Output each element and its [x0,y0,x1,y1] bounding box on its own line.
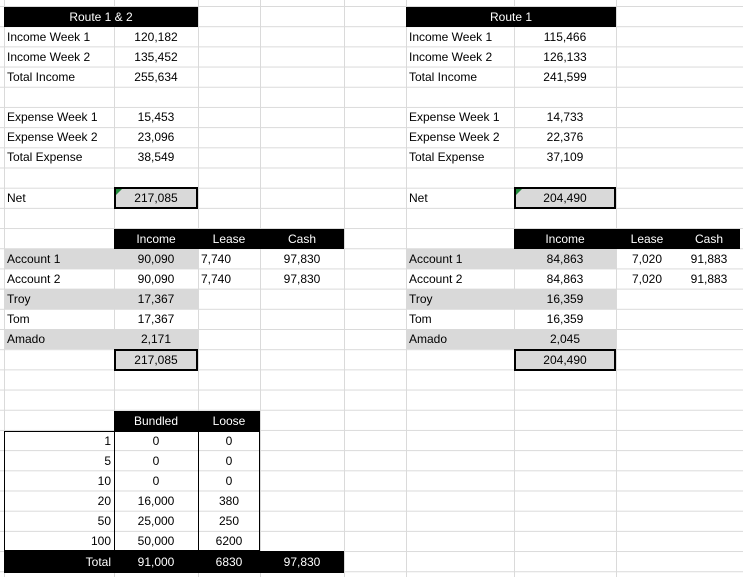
denoms-loose-header[interactable]: Loose [198,411,260,431]
route1-total-expense-value[interactable]: 37,109 [546,150,584,164]
route1-net-value[interactable]: 204,490 [514,187,616,209]
route12-amado-label[interactable]: Amado [4,329,114,349]
route1-expense-week2-label[interactable]: Expense Week 2 [409,130,500,144]
route12-troy-income[interactable]: 17,367 [114,289,198,309]
route1-title[interactable]: Route 1 [406,7,616,27]
route12-income-week2-label[interactable]: Income Week 2 [7,50,91,64]
route1-account2-cash[interactable]: 91,883 [690,272,728,286]
route1-tom-label[interactable]: Tom [409,312,432,326]
route1-income-week1-value[interactable]: 115,466 [543,30,587,44]
denoms-row-20-loose[interactable]: 380 [218,494,240,508]
route12-account2-label[interactable]: Account 2 [7,272,61,286]
route12-account2-income[interactable]: 90,090 [137,272,175,286]
route12-income-week1-label[interactable]: Income Week 1 [7,30,91,44]
denoms-row-10-bundled[interactable]: 0 [152,474,160,488]
route12-title[interactable]: Route 1 & 2 [4,7,198,27]
route12-account1-lease[interactable]: 7,740 [201,252,232,266]
route1-account2-income[interactable]: 84,863 [546,272,584,286]
route12-tom-label[interactable]: Tom [7,312,30,326]
route1-tom-income[interactable]: 16,359 [546,312,584,326]
route12-expense-week2-value[interactable]: 23,096 [137,130,175,144]
denoms-row-5-denom[interactable]: 5 [104,454,111,468]
route1-account1-lease[interactable]: 7,020 [631,252,663,266]
denoms-row-100-loose[interactable]: 6200 [215,534,243,548]
denoms-row-50-denom[interactable]: 50 [97,514,111,528]
route1-amado-income[interactable]: 2,045 [514,329,616,349]
route12-lease-header[interactable]: Lease [198,229,260,249]
route12-account2-cash[interactable]: 97,830 [283,272,321,286]
route12-dist-total[interactable]: 217,085 [114,349,198,371]
denoms-row-50-bundled[interactable]: 25,000 [137,514,175,528]
route12-income-header[interactable]: Income [114,229,198,249]
denoms-total-cash[interactable]: 97,830 [260,551,344,573]
route12-expense-week1-label[interactable]: Expense Week 1 [7,110,98,124]
route12-net-label[interactable]: Net [7,191,26,205]
denoms-row-1-bundled[interactable]: 0 [152,434,160,448]
route1-income-week2-label[interactable]: Income Week 2 [409,50,493,64]
route1-total-expense-label[interactable]: Total Expense [409,150,485,164]
route12-net-value[interactable]: 217,085 [114,187,198,209]
route1-troy-income[interactable]: 16,359 [514,289,616,309]
route12-total-expense-value[interactable]: 38,549 [137,150,175,164]
denoms-row-1-denom[interactable]: 1 [104,434,111,448]
denoms-row-100-bundled[interactable]: 50,000 [137,534,175,548]
route1-total-income-label[interactable]: Total Income [409,70,478,84]
route12-income-week1-value[interactable]: 120,182 [134,30,178,44]
denoms-row-20-bundled[interactable]: 16,000 [137,494,175,508]
denoms-row-5-loose[interactable]: 0 [225,454,233,468]
route1-income-header[interactable]: Income [514,229,616,249]
route1-lease-header[interactable]: Lease [616,229,678,249]
denoms-bundled-header[interactable]: Bundled [114,411,198,431]
denoms-row-10-loose[interactable]: 0 [225,474,233,488]
denoms-row-100-denom[interactable]: 100 [90,534,111,548]
route12-account1-cash[interactable]: 97,830 [283,252,321,266]
route1-account2-lease[interactable]: 7,020 [631,272,663,286]
route1-dist-total[interactable]: 204,490 [514,349,616,371]
route12-account1-income[interactable]: 90,090 [114,249,198,269]
denoms-row-20-denom[interactable]: 20 [97,494,111,508]
route12-account2-lease[interactable]: 7,740 [201,272,232,286]
route1-net-label[interactable]: Net [409,191,428,205]
route12-cash-header[interactable]: Cash [260,229,344,249]
route1-expense-week1-label[interactable]: Expense Week 1 [409,110,500,124]
route1-expense-week2-value[interactable]: 22,376 [546,130,584,144]
denoms-row-5-bundled[interactable]: 0 [152,454,160,468]
route12-total-expense-label[interactable]: Total Expense [7,150,83,164]
route12-tom-income[interactable]: 17,367 [137,312,175,326]
denoms-total-loose[interactable]: 6830 [198,551,260,573]
route1-total-income-value[interactable]: 241,599 [543,70,587,84]
route1-cash-header[interactable]: Cash [678,229,740,249]
route12-total-income-value[interactable]: 255,634 [134,70,178,84]
route12-income-week2-value[interactable]: 135,452 [134,50,178,64]
route12-expense-week2-label[interactable]: Expense Week 2 [7,130,98,144]
route1-amado-label[interactable]: Amado [406,329,514,349]
denoms-total-bundled[interactable]: 91,000 [114,551,198,573]
denoms-row-10-denom[interactable]: 10 [97,474,111,488]
route1-account1-cash[interactable]: 91,883 [690,252,728,266]
route1-troy-label[interactable]: Troy [406,289,514,309]
denoms-row-1-loose[interactable]: 0 [225,434,233,448]
route1-income-week1-label[interactable]: Income Week 1 [409,30,493,44]
route1-income-week2-value[interactable]: 126,133 [543,50,587,64]
route12-expense-week1-value[interactable]: 15,453 [137,110,175,124]
route1-account1-label[interactable]: Account 1 [406,249,514,269]
denoms-row-50-loose[interactable]: 250 [218,514,240,528]
route1-account1-income[interactable]: 84,863 [514,249,616,269]
denoms-total-label[interactable]: Total [4,551,114,573]
route1-account2-label[interactable]: Account 2 [409,272,463,286]
route12-troy-label[interactable]: Troy [4,289,114,309]
route12-amado-income[interactable]: 2,171 [114,329,198,349]
route12-total-income-label[interactable]: Total Income [7,70,76,84]
route1-expense-week1-value[interactable]: 14,733 [546,110,584,124]
route12-account1-label[interactable]: Account 1 [4,249,114,269]
